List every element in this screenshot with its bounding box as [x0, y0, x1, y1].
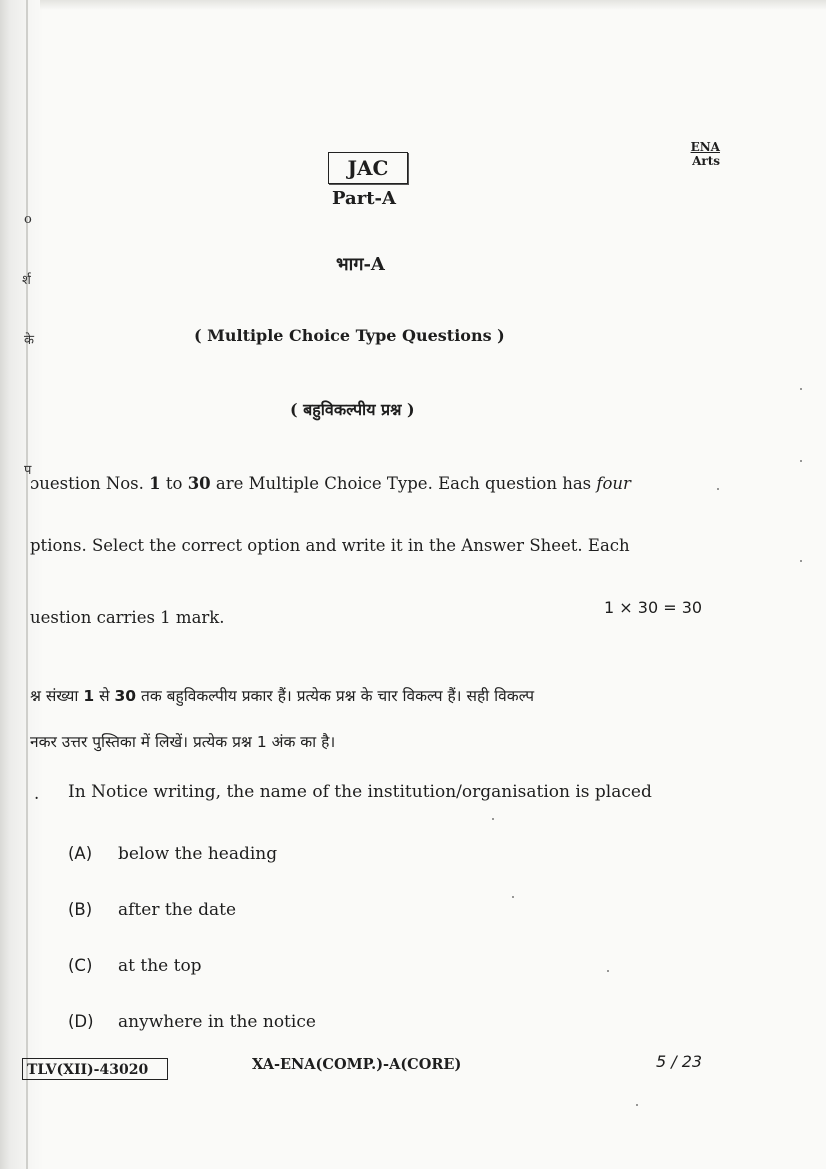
- footer-paper-code: TLV(XII)-43020: [22, 1058, 168, 1080]
- scan-speck: [717, 488, 719, 490]
- option-label-c: (C): [68, 956, 93, 975]
- paper-code: [684, 140, 720, 168]
- footer-page-number: 5 / 23: [656, 1052, 703, 1071]
- margin-fragment: प: [24, 463, 32, 478]
- question-number: .: [34, 784, 40, 803]
- scan-speck: [607, 970, 609, 972]
- part-title: Part-A: [332, 188, 396, 209]
- page-fold-line: [26, 0, 28, 1169]
- scan-speck: [800, 460, 802, 462]
- scan-speck: [512, 896, 514, 898]
- section-heading: ( Multiple Choice Type Questions ): [194, 326, 505, 345]
- scan-speck: [800, 560, 802, 562]
- instruction-line-2: ptions. Select the correct option and write it in the Answer Sheet. Each: [30, 536, 630, 555]
- part-title-hindi: भाग-A: [336, 254, 385, 275]
- instruction-hindi-line-2: नकर उत्तर पुस्तिका में लिखें। प्रत्येक प्रश्न 1 अंक का है।: [30, 733, 336, 751]
- instruction-line-3: uestion carries 1 mark.: [30, 608, 225, 627]
- instruction-line-1: ɔuestion Nos. 1 to 30 are Multiple Choice Type. Each question has four: [30, 474, 631, 493]
- option-text-b: after the date: [118, 900, 237, 920]
- scan-speck: [800, 388, 802, 390]
- margin-fragment: o: [24, 212, 32, 227]
- instruction-hindi-line-1: श्न संख्या 1 से 30 तक बहुविकल्पीय प्रकार हैं। प्रत्येक प्रश्न के चार विकल्प हैं। सही विकल्प: [30, 687, 535, 705]
- question-text: In Notice writing, the name of the institution/organisation is placed: [68, 782, 652, 802]
- paper-code-subject: ENA: [690, 140, 720, 154]
- option-text-c: at the top: [118, 956, 202, 976]
- section-heading-hindi: ( बहुविकल्पीय प्रश्न ): [290, 400, 415, 419]
- option-text-a: below the heading: [118, 844, 278, 864]
- page-left-edge: [0, 0, 44, 1169]
- footer-subject-code: XA-ENA(COMP.)-A(CORE): [252, 1056, 462, 1073]
- marks-allocation: 1 × 30 = 30: [604, 598, 703, 617]
- option-text-d: anywhere in the notice: [118, 1012, 316, 1032]
- scan-speck: [492, 818, 494, 820]
- option-label-a: (A): [68, 844, 93, 863]
- board-badge: JAC: [328, 152, 408, 184]
- scan-speck: [636, 1104, 638, 1106]
- page-top-shadow: [40, 0, 826, 10]
- paper-code-stream: Arts: [692, 154, 720, 168]
- option-label-b: (B): [68, 900, 93, 919]
- margin-fragment: के: [24, 333, 34, 348]
- margin-fragment: र्श: [22, 273, 31, 288]
- option-label-d: (D): [68, 1012, 94, 1031]
